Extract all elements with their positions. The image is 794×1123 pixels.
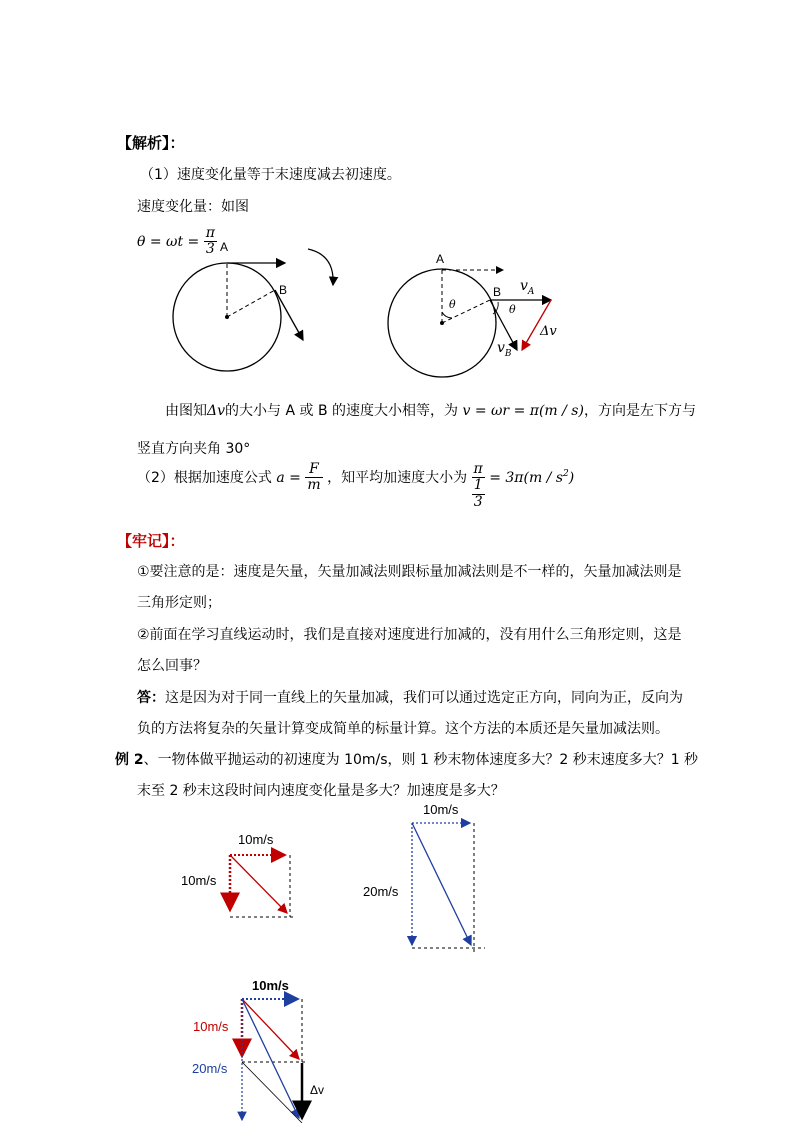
figB-top-label: 10m/s [423, 802, 459, 817]
fig2-dv-label: Δv [540, 324, 557, 339]
p2-line1: 由图知Δv的大小与 A 或 B 的速度大小相等，为 v = ωr = π(m / s)，方向是左下方与 [165, 403, 696, 419]
figC-left1-label: 10m/s [193, 1019, 229, 1034]
figure-vector-c [228, 990, 328, 1123]
fig2-label-b: B [493, 285, 502, 299]
r2-line2: 怎么回事？ [137, 658, 207, 674]
theta-formula: θ = ωt = $\frac{\pi}{3}$ [137, 225, 215, 258]
fig2-label-a: A [436, 252, 445, 266]
answer-line1: 答：这是因为对于同一直线上的矢量加减，我们可以通过选定正方向，同向为正，反向为 [137, 690, 683, 706]
r1-line1: ①要注意的是：速度是矢量，矢量加减法则跟标量加减法则是不一样的，矢量加减法则是 [137, 564, 682, 580]
analysis-heading: 【解析】： [117, 134, 185, 152]
p2-line2: 竖直方向夹角 30° [137, 441, 251, 457]
remember-heading: 【牢记】： [117, 532, 185, 550]
p1-line1: （1）速度变化量等于末速度减去初速度。 [140, 167, 401, 183]
example2-line1: 例 2、一物体做平抛运动的初速度为 10m/s，则 1 秒末物体速度多大？2 秒末速度多大？1 秒 [115, 752, 699, 768]
fig2-theta-1: θ [449, 298, 456, 311]
figA-top-label: 10m/s [238, 832, 274, 847]
fig1-label-a: A [220, 240, 229, 254]
p3-line: （2）根据加速度公式 a = $\frac{F}{m}$ ，知平均加速度大小为 π 1 3 = $3\pi(m / s^2)$ [137, 461, 575, 510]
r2-line1: ②前面在学习直线运动时，我们是直接对速度进行加减的，没有用什么三角形定则，这是 [137, 627, 682, 643]
figC-dv-label: Δv [310, 1083, 325, 1097]
example2-line2: 末至 2 秒末这段时间内速度变化量是多大？加速度是多大？ [137, 783, 505, 799]
figure-vector-b [400, 815, 495, 955]
fig2-va-label: $v_A$ [520, 278, 535, 297]
figC-left2-label: 20m/s [192, 1061, 228, 1076]
fig1-label-b: B [279, 283, 288, 297]
p1-line2: 速度变化量：如图 [137, 199, 249, 215]
figB-left-label: 20m/s [363, 884, 399, 899]
figure-circle-1 [165, 235, 345, 385]
r1-line2: 三角形定则； [137, 595, 221, 611]
figure-vector-a [215, 845, 305, 925]
fig2-vb-label: $v_B$ [497, 340, 512, 359]
figA-left-label: 10m/s [181, 873, 217, 888]
answer-line2: 负的方法将复杂的矢量计算变成简单的标量计算。这个方法的本质还是矢量加减法则。 [137, 721, 669, 737]
fig2-theta-2: θ [509, 303, 516, 316]
figure-circle-2 [385, 250, 575, 390]
figC-top-label: 10m/s [252, 978, 289, 993]
